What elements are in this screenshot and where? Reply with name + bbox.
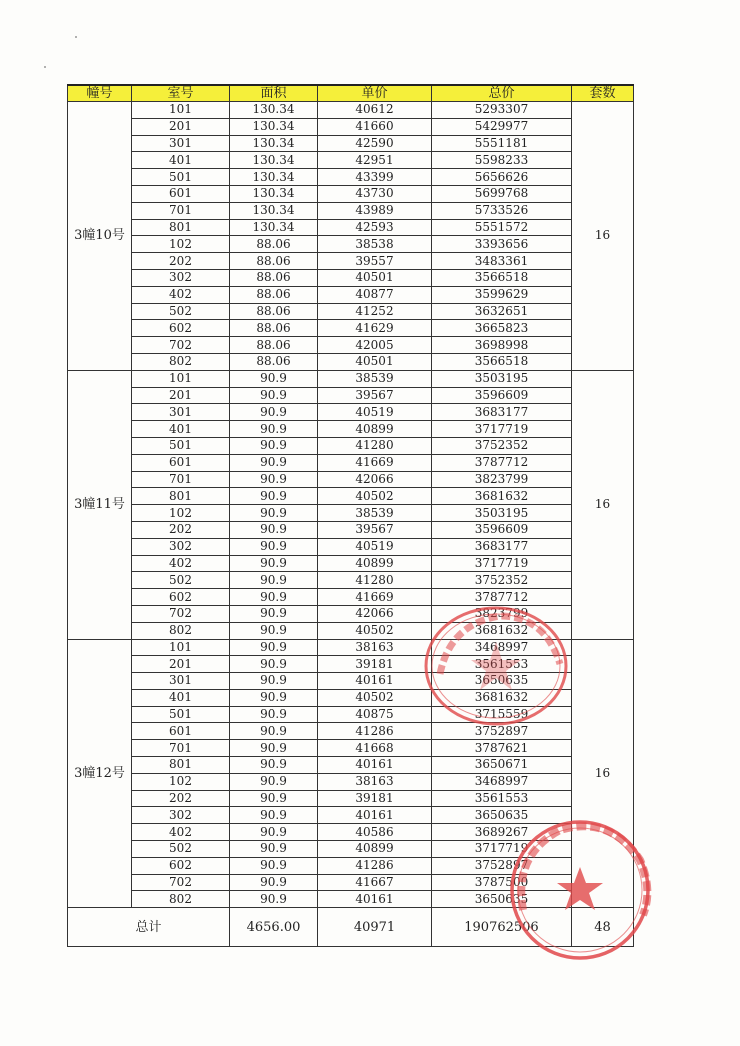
room-number-cell: 702	[132, 605, 230, 622]
area-cell: 90.9	[230, 656, 318, 673]
total-price-cell: 3683177	[432, 404, 572, 421]
table-row	[68, 320, 634, 337]
unit-price-cell: 39567	[318, 387, 432, 404]
total-price-cell: 3468997	[432, 639, 572, 656]
room-number-cell: 201	[132, 387, 230, 404]
table-row	[68, 773, 634, 790]
total-price-cell: 3561553	[432, 790, 572, 807]
total-price-cell: 3683177	[432, 538, 572, 555]
area-cell: 130.34	[230, 102, 318, 119]
area-cell: 90.9	[230, 790, 318, 807]
total-price-cell: 3717719	[432, 841, 572, 858]
total-price-cell: 3561553	[432, 656, 572, 673]
area-cell: 90.9	[230, 421, 318, 438]
area-cell: 90.9	[230, 471, 318, 488]
table-row	[68, 639, 634, 656]
total-row	[68, 908, 634, 947]
room-number-cell: 402	[132, 824, 230, 841]
unit-price-cell: 43989	[318, 202, 432, 219]
room-number-cell: 302	[132, 269, 230, 286]
scan-speck	[75, 36, 77, 38]
room-number-cell: 502	[132, 303, 230, 320]
unit-price-cell: 41667	[318, 874, 432, 891]
room-number-cell: 302	[132, 538, 230, 555]
table-row	[68, 689, 634, 706]
total-price-cell: 3689267	[432, 824, 572, 841]
room-number-cell: 201	[132, 656, 230, 673]
unit-price-cell: 40161	[318, 673, 432, 690]
table-row	[68, 236, 634, 253]
total-price-cell: 3787621	[432, 740, 572, 757]
unit-price-cell: 38163	[318, 773, 432, 790]
total-price-cell: 3393656	[432, 236, 572, 253]
room-number-cell: 101	[132, 639, 230, 656]
room-number-cell: 701	[132, 202, 230, 219]
table-row	[68, 135, 634, 152]
room-number-cell: 102	[132, 773, 230, 790]
unit-count-cell: 16	[572, 370, 634, 639]
header-area: 面积	[230, 85, 318, 102]
unit-price-cell: 41286	[318, 723, 432, 740]
total-price-cell: 3483361	[432, 253, 572, 270]
total-price: 190762506	[432, 908, 572, 947]
table-row	[68, 269, 634, 286]
room-number-cell: 402	[132, 555, 230, 572]
room-number-cell: 601	[132, 454, 230, 471]
area-cell: 90.9	[230, 874, 318, 891]
room-number-cell: 802	[132, 622, 230, 639]
total-price-cell: 5733526	[432, 202, 572, 219]
area-cell: 130.34	[230, 152, 318, 169]
table-row	[68, 891, 634, 908]
room-number-cell: 801	[132, 219, 230, 236]
unit-price-cell: 40899	[318, 841, 432, 858]
total-price-cell: 3681632	[432, 689, 572, 706]
table-row	[68, 169, 634, 186]
unit-price-cell: 38539	[318, 370, 432, 387]
area-cell: 130.34	[230, 185, 318, 202]
table-row	[68, 807, 634, 824]
room-number-cell: 702	[132, 874, 230, 891]
room-number-cell: 501	[132, 437, 230, 454]
unit-price-cell: 40519	[318, 404, 432, 421]
table-row	[68, 841, 634, 858]
table-row	[68, 824, 634, 841]
room-number-cell: 202	[132, 521, 230, 538]
table-row	[68, 437, 634, 454]
room-number-cell: 602	[132, 589, 230, 606]
header-total-price: 总价	[432, 85, 572, 102]
unit-price-cell: 39567	[318, 521, 432, 538]
table-row	[68, 185, 634, 202]
unit-price-cell: 40501	[318, 269, 432, 286]
table-row	[68, 706, 634, 723]
room-number-cell: 401	[132, 421, 230, 438]
table-row	[68, 219, 634, 236]
area-cell: 130.34	[230, 219, 318, 236]
total-area: 4656.00	[230, 908, 318, 947]
total-price-cell: 5429977	[432, 118, 572, 135]
area-cell: 90.9	[230, 740, 318, 757]
area-cell: 90.9	[230, 521, 318, 538]
table-row	[68, 521, 634, 538]
unit-price-cell: 39181	[318, 790, 432, 807]
unit-price-cell: 42066	[318, 605, 432, 622]
room-number-cell: 102	[132, 505, 230, 522]
table-row	[68, 673, 634, 690]
area-cell: 88.06	[230, 353, 318, 370]
total-price-cell: 5699768	[432, 185, 572, 202]
total-unit-price: 40971	[318, 908, 432, 947]
unit-price-cell: 39181	[318, 656, 432, 673]
total-price-cell: 3717719	[432, 555, 572, 572]
table-row	[68, 488, 634, 505]
total-price-cell: 3698998	[432, 337, 572, 354]
unit-price-cell: 39557	[318, 253, 432, 270]
unit-price-cell: 41252	[318, 303, 432, 320]
area-cell: 88.06	[230, 286, 318, 303]
header-unit-price: 单价	[318, 85, 432, 102]
area-cell: 90.9	[230, 370, 318, 387]
total-price-cell: 3566518	[432, 353, 572, 370]
area-cell: 90.9	[230, 773, 318, 790]
room-number-cell: 601	[132, 723, 230, 740]
table-row	[68, 538, 634, 555]
table-row	[68, 656, 634, 673]
table-row	[68, 555, 634, 572]
unit-price-cell: 40501	[318, 353, 432, 370]
area-cell: 130.34	[230, 202, 318, 219]
unit-price-cell: 40875	[318, 706, 432, 723]
table-row	[68, 102, 634, 119]
area-cell: 88.06	[230, 236, 318, 253]
price-table	[67, 84, 634, 947]
total-price-cell: 3665823	[432, 320, 572, 337]
building-cell: 3幢12号	[68, 639, 132, 908]
area-cell: 130.34	[230, 135, 318, 152]
room-number-cell: 802	[132, 891, 230, 908]
total-price-cell: 3787712	[432, 454, 572, 471]
scan-speck	[44, 66, 46, 68]
room-number-cell: 501	[132, 706, 230, 723]
table-row	[68, 723, 634, 740]
room-number-cell: 101	[132, 102, 230, 119]
building-cell: 3幢10号	[68, 102, 132, 371]
unit-price-cell: 41668	[318, 740, 432, 757]
total-count: 48	[572, 908, 634, 947]
room-number-cell: 802	[132, 353, 230, 370]
area-cell: 130.34	[230, 118, 318, 135]
total-price-cell: 3650671	[432, 757, 572, 774]
area-cell: 90.9	[230, 824, 318, 841]
table-row	[68, 790, 634, 807]
area-cell: 90.9	[230, 857, 318, 874]
room-number-cell: 301	[132, 673, 230, 690]
area-cell: 90.9	[230, 404, 318, 421]
table-row	[68, 874, 634, 891]
total-price-cell: 3596609	[432, 387, 572, 404]
area-cell: 90.9	[230, 555, 318, 572]
unit-price-cell: 43399	[318, 169, 432, 186]
unit-price-cell: 40899	[318, 555, 432, 572]
area-cell: 90.9	[230, 841, 318, 858]
room-number-cell: 302	[132, 807, 230, 824]
unit-price-cell: 40161	[318, 757, 432, 774]
room-number-cell: 402	[132, 286, 230, 303]
unit-price-cell: 40161	[318, 807, 432, 824]
table-row	[68, 303, 634, 320]
area-cell: 90.9	[230, 807, 318, 824]
room-number-cell: 301	[132, 135, 230, 152]
total-price-cell: 3650635	[432, 807, 572, 824]
area-cell: 90.9	[230, 723, 318, 740]
total-price-cell: 5598233	[432, 152, 572, 169]
unit-price-cell: 42590	[318, 135, 432, 152]
area-cell: 90.9	[230, 673, 318, 690]
total-price-cell: 3752897	[432, 723, 572, 740]
header-row	[68, 85, 634, 102]
unit-price-cell: 40899	[318, 421, 432, 438]
total-price-cell: 3632651	[432, 303, 572, 320]
room-number-cell: 501	[132, 169, 230, 186]
total-price-cell: 3787500	[432, 874, 572, 891]
area-cell: 90.9	[230, 757, 318, 774]
total-price-cell: 3650635	[432, 891, 572, 908]
area-cell: 90.9	[230, 689, 318, 706]
unit-price-cell: 42005	[318, 337, 432, 354]
area-cell: 90.9	[230, 488, 318, 505]
total-price-cell: 5551572	[432, 219, 572, 236]
room-number-cell: 801	[132, 488, 230, 505]
table-row	[68, 337, 634, 354]
unit-price-cell: 42066	[318, 471, 432, 488]
unit-price-cell: 38538	[318, 236, 432, 253]
unit-price-cell: 42593	[318, 219, 432, 236]
total-price-cell: 3823799	[432, 471, 572, 488]
room-number-cell: 602	[132, 857, 230, 874]
total-price-cell: 3650635	[432, 673, 572, 690]
room-number-cell: 502	[132, 841, 230, 858]
table-row	[68, 253, 634, 270]
area-cell: 90.9	[230, 622, 318, 639]
area-cell: 88.06	[230, 253, 318, 270]
room-number-cell: 401	[132, 152, 230, 169]
table-row	[68, 471, 634, 488]
total-price-cell: 3752897	[432, 857, 572, 874]
total-price-cell: 3596609	[432, 521, 572, 538]
table-row	[68, 589, 634, 606]
room-number-cell: 601	[132, 185, 230, 202]
table-row	[68, 505, 634, 522]
table-body	[68, 102, 634, 947]
total-price-cell: 5656626	[432, 169, 572, 186]
header-room: 室号	[132, 85, 230, 102]
unit-price-cell: 40612	[318, 102, 432, 119]
area-cell: 90.9	[230, 639, 318, 656]
table-row	[68, 202, 634, 219]
total-price-cell: 3681632	[432, 622, 572, 639]
room-number-cell: 702	[132, 337, 230, 354]
total-price-cell: 3503195	[432, 370, 572, 387]
header-building: 幢号	[68, 85, 132, 102]
unit-price-cell: 41660	[318, 118, 432, 135]
total-price-cell: 3715559	[432, 706, 572, 723]
total-price-cell: 3599629	[432, 286, 572, 303]
unit-count-cell: 16	[572, 639, 634, 908]
total-label: 总计	[68, 908, 230, 947]
total-price-cell: 3717719	[432, 421, 572, 438]
unit-price-cell: 40586	[318, 824, 432, 841]
room-number-cell: 102	[132, 236, 230, 253]
table-row	[68, 118, 634, 135]
unit-price-cell: 40161	[318, 891, 432, 908]
unit-price-cell: 41669	[318, 589, 432, 606]
unit-count-cell: 16	[572, 102, 634, 371]
area-cell: 90.9	[230, 572, 318, 589]
table-row	[68, 857, 634, 874]
area-cell: 88.06	[230, 337, 318, 354]
area-cell: 90.9	[230, 538, 318, 555]
room-number-cell: 602	[132, 320, 230, 337]
area-cell: 90.9	[230, 454, 318, 471]
area-cell: 90.9	[230, 437, 318, 454]
room-number-cell: 701	[132, 740, 230, 757]
area-cell: 90.9	[230, 387, 318, 404]
room-number-cell: 202	[132, 790, 230, 807]
room-number-cell: 202	[132, 253, 230, 270]
unit-price-cell: 41280	[318, 437, 432, 454]
building-cell: 3幢11号	[68, 370, 132, 639]
unit-price-cell: 42951	[318, 152, 432, 169]
area-cell: 90.9	[230, 505, 318, 522]
total-price-cell: 3681632	[432, 488, 572, 505]
area-cell: 88.06	[230, 269, 318, 286]
table-row	[68, 370, 634, 387]
unit-price-cell: 40502	[318, 689, 432, 706]
unit-price-cell: 38539	[318, 505, 432, 522]
area-cell: 90.9	[230, 891, 318, 908]
table-row	[68, 605, 634, 622]
room-number-cell: 801	[132, 757, 230, 774]
table-row	[68, 421, 634, 438]
unit-price-cell: 43730	[318, 185, 432, 202]
unit-price-cell: 40519	[318, 538, 432, 555]
area-cell: 90.9	[230, 706, 318, 723]
total-price-cell: 3752352	[432, 437, 572, 454]
area-cell: 90.9	[230, 589, 318, 606]
unit-price-cell: 41286	[318, 857, 432, 874]
area-cell: 88.06	[230, 320, 318, 337]
total-price-cell: 5293307	[432, 102, 572, 119]
area-cell: 130.34	[230, 169, 318, 186]
unit-price-cell: 40877	[318, 286, 432, 303]
table-row	[68, 572, 634, 589]
table-row	[68, 404, 634, 421]
header-unit-count: 套数	[572, 85, 634, 102]
unit-price-cell: 41669	[318, 454, 432, 471]
area-cell: 88.06	[230, 303, 318, 320]
unit-price-cell: 40502	[318, 488, 432, 505]
total-price-cell: 3787712	[432, 589, 572, 606]
area-cell: 90.9	[230, 605, 318, 622]
table-row	[68, 286, 634, 303]
total-price-cell: 3503195	[432, 505, 572, 522]
table-row	[68, 152, 634, 169]
table-row	[68, 740, 634, 757]
room-number-cell: 101	[132, 370, 230, 387]
table-row	[68, 454, 634, 471]
total-price-cell: 3468997	[432, 773, 572, 790]
unit-price-cell: 40502	[318, 622, 432, 639]
room-number-cell: 201	[132, 118, 230, 135]
room-number-cell: 301	[132, 404, 230, 421]
room-number-cell: 401	[132, 689, 230, 706]
total-price-cell: 3752352	[432, 572, 572, 589]
total-price-cell: 3823799	[432, 605, 572, 622]
table-row	[68, 757, 634, 774]
unit-price-cell: 38163	[318, 639, 432, 656]
total-price-cell: 3566518	[432, 269, 572, 286]
unit-price-cell: 41280	[318, 572, 432, 589]
table-row	[68, 622, 634, 639]
table-row	[68, 353, 634, 370]
table-row	[68, 387, 634, 404]
room-number-cell: 502	[132, 572, 230, 589]
total-price-cell: 5551181	[432, 135, 572, 152]
room-number-cell: 701	[132, 471, 230, 488]
unit-price-cell: 41629	[318, 320, 432, 337]
